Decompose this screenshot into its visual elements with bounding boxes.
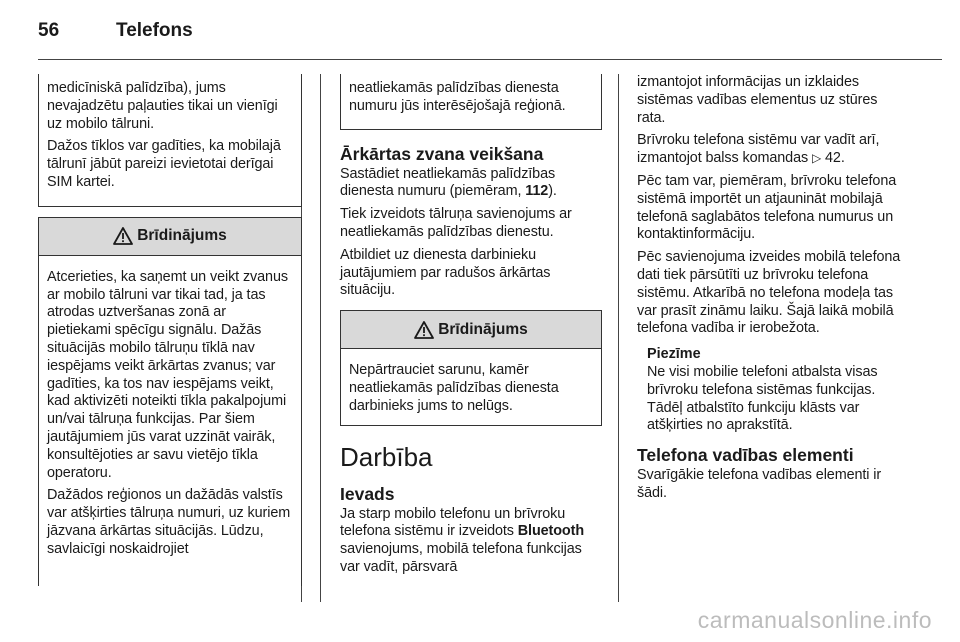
paragraph: Dažādos reģionos un dažādās valstīs var atšķirties tālruņa numuri, uz kuriem jāzvana ārkārtas situācijās. Lūdzu, savlaicīgi noskaidrojiet [47,487,291,557]
note-block [637,346,905,435]
column-2 [340,74,602,582]
column-separator [618,74,619,602]
warning-header [341,311,601,349]
column-separator [320,74,321,602]
heading-introduction: Ievads [340,483,395,504]
paragraph: Pēc savienojuma izveides mobilā telefona dati tiek pārsūtīti uz brīvroku telefona sistēmu. Atkarībā no telefona modeļa tas var prasīt zināmu laiku. Šajā laikā mobilā telefona vadība ir ierobežota. [637,249,901,337]
paragraph: Dažos tīklos var gadīties, ka mobilajā tālrunī jābūt pareizi ievietotai derīgai SIM kartei. [47,138,281,190]
warning-body [341,349,601,424]
paragraph: Sastādiet neatliekamās palīdzības dienesta numuru (piemēram, 112). [340,165,557,200]
paragraph: medicīniskā palīdzība), jums nevajadzētu paļauties tikai un vienīgi uz mobilo tālruni. [47,80,278,132]
paragraph: Nepārtrauciet sarunu, kamēr neatliekamās palīdzības dienesta darbinieks jums to nelūgs. [349,362,559,414]
heading-emergency-call: Ārkārtas zvana veikšana [340,143,544,164]
column-3 [637,74,905,508]
warning-box [38,217,302,586]
emergency-number: 112 [525,183,549,200]
paragraph: Atbildiet uz dienesta darbinieku jautājumiem par radušos ārkārtas situāciju. [340,246,551,299]
warning-title: Brīdinājums [438,320,528,338]
warning-triangle-icon [113,227,133,245]
page-number: 56 [38,20,60,41]
heading-operation: Darbība [340,441,433,472]
paragraph: Tiek izveidots tālruņa savienojums ar neatliekamās palīdzības dienestu. [340,206,572,240]
paragraph: neatliekamās palīdzības dienesta numuru jūs interēsējošajā reģionā. [349,80,566,114]
warning-header [39,218,301,256]
heading-phone-controls: Telefona vadības elementi [637,445,854,466]
warning-box [340,310,602,425]
warning-triangle-icon [414,321,434,339]
warning-title: Brīdinājums [137,227,227,245]
header-rule [38,59,942,60]
chapter-title: Telefons [116,20,193,41]
paragraph: Svarīgākie telefona vadības elementi ir šādi. [637,467,882,501]
watermark: carmanualsonline.info [697,607,932,633]
continued-warning-box [340,74,602,130]
column-1 [38,74,302,586]
paragraph: Atcerieties, ka saņemt un veikt zvanus ar mobilo tālruni var tikai tad, ja tas atrodas uztveršanas zonā ar pietiekami spēcīgu signālu. Dažās situācijās mobilo tālruņu tīklā nav iespējams veikt ārkārtas zvanus; var gadīties, ka tos nav iespējams veikt, kad aktivizēti noteikti tīkla pakalpojumi un/vai tālruņa funkcijas. Par šiem jautājumiem jūs varat uzzināt vairāk, konsultējoties ar savu vietējo tīkla operatoru. [47,268,288,481]
paragraph: Brīvroku telefona sistēmu var vadīt arī, izmantojot balss komandas ▷ 42. [637,132,880,167]
note-text: Ne visi mobilie telefoni atbalsta visas brīvroku telefona sistēmas funkcijas. Tādēļ atbalstīto funkciju klāsts var atšķirties no aprakstītā. [647,363,878,434]
paragraph: izmantojot informācijas un izklaides sistēmas vadības elementus uz stūres rata. [637,74,878,126]
bluetooth-term: Bluetooth [517,523,585,540]
paragraph: Ja starp mobilo telefonu un brīvroku telefona sistēmu ir izveidots Bluetooth savienojums, mobilā telefona funkcijas var vadīt, pārsvarā [340,505,585,575]
note-title: Piezīme [647,346,701,363]
page-reference[interactable]: 42 [825,150,841,167]
paragraph: Pēc tam var, piemēram, brīvroku telefona sistēmā importēt un atjaunināt mobilajā telefonā saglabātos telefona numurus un kontaktinformāciju. [637,172,897,243]
continued-note-box [38,74,302,207]
warning-body [39,256,301,586]
page-reference-arrow-icon: ▷ [811,151,822,166]
